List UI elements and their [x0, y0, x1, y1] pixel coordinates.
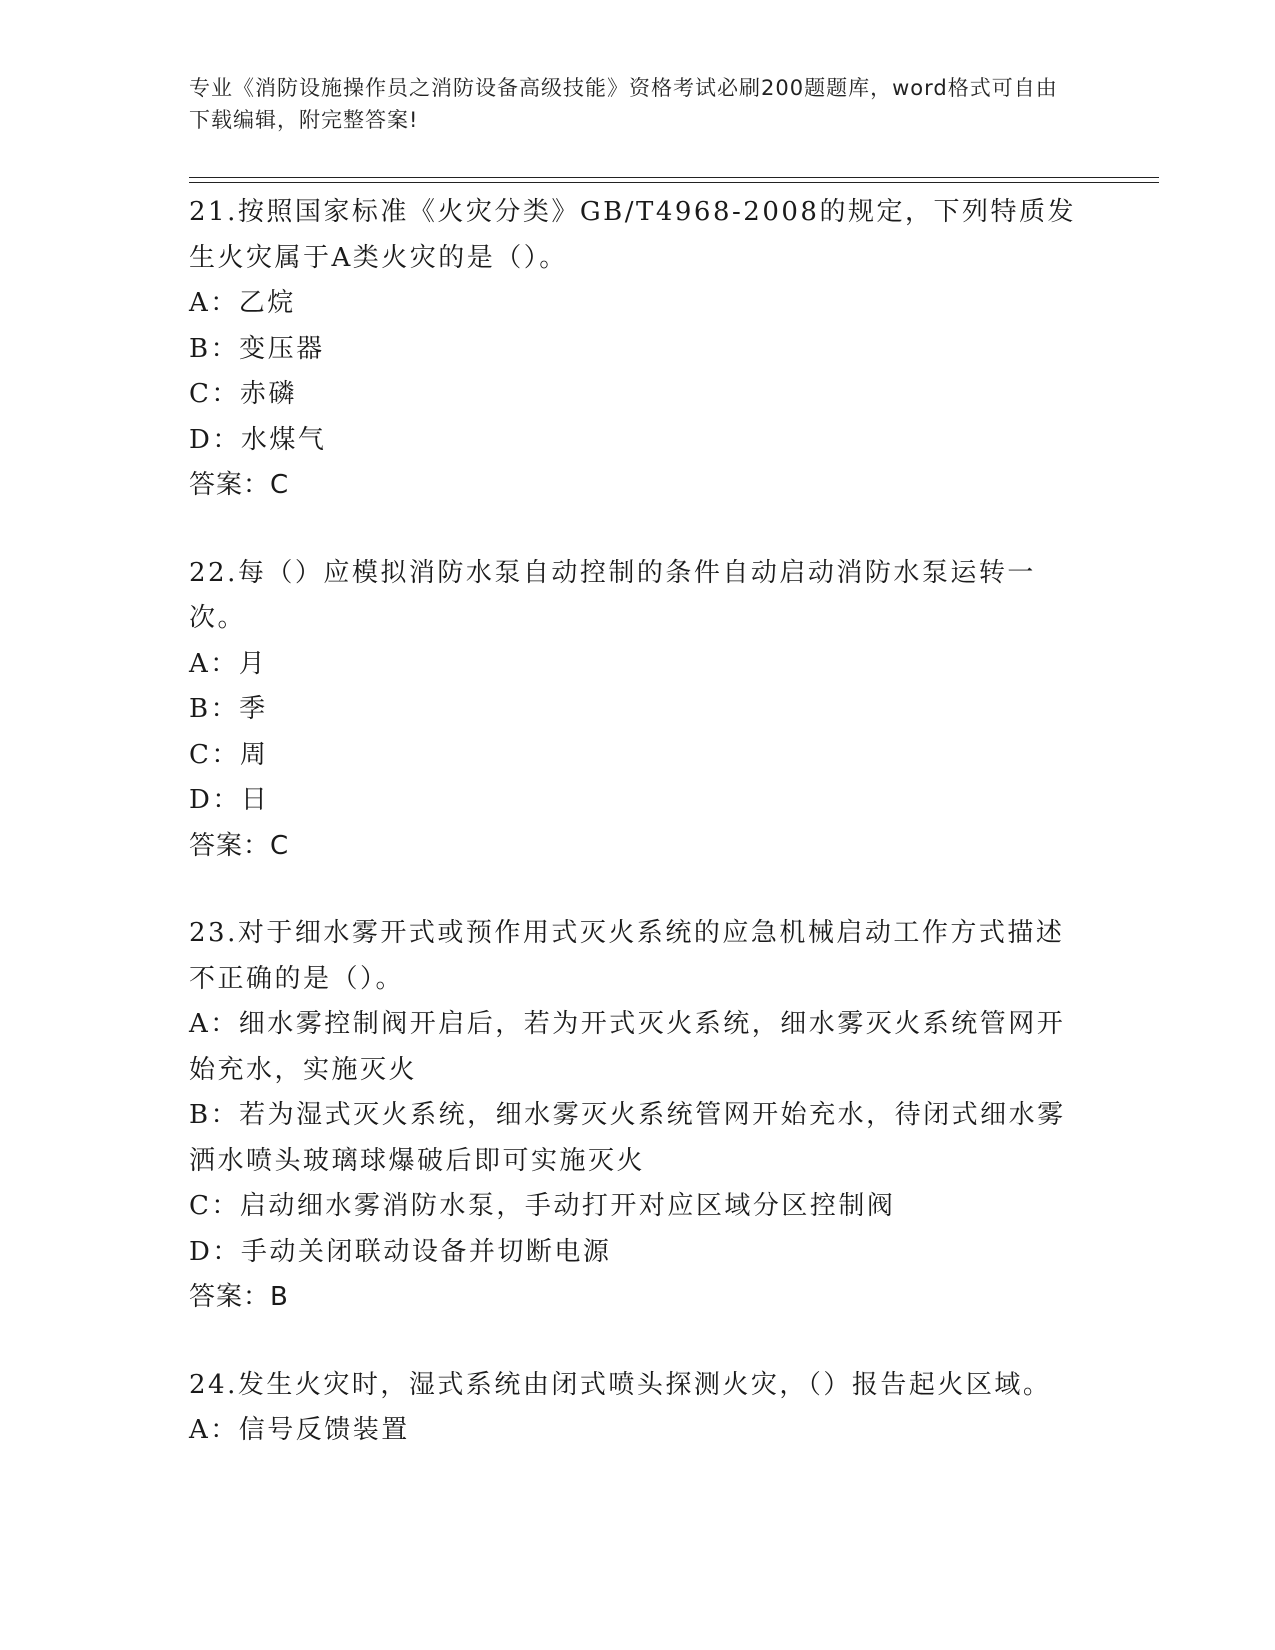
option-d: D：手动关闭联动设备并切断电源 — [189, 1236, 612, 1267]
option-a: A：乙烷 — [189, 288, 296, 318]
question-text: 24.发生火灾时，湿式系统由闭式喷头探测火灾，（）报告起火区域。 — [189, 1369, 1052, 1400]
option-b: B：季 — [189, 694, 268, 724]
option-a: A：月 — [189, 648, 268, 679]
answer: 答案：C — [189, 830, 290, 861]
answer: 答案：C — [189, 470, 290, 500]
question-21 — [189, 190, 1084, 509]
header-divider-top — [189, 177, 1159, 178]
answer: 答案：B — [189, 1282, 289, 1312]
question-24 — [189, 1363, 1084, 1454]
option-c: C：赤磷 — [189, 379, 297, 409]
question-text: 21.按照国家标准《火灾分类》GB/T4968-2008的规定，下列特质发生火灾属于A类火灾的是（）。 — [189, 197, 1076, 273]
question-23 — [189, 911, 1084, 1321]
option-b: B：变压器 — [189, 333, 325, 364]
question-list — [189, 190, 1084, 1496]
option-b: B：若为湿式灭火系统，细水雾灭火系统管网开始充水，待闭式细水雾洒水喷头玻璃球爆破后即可实施灭火 — [189, 1100, 1066, 1176]
document-header: 专业《消防设施操作员之消防设备高级技能》资格考试必刷200题题库，word格式可自由下载编辑，附完整答案! — [189, 76, 1058, 132]
question-22 — [189, 551, 1084, 870]
option-a: A：信号反馈装置 — [189, 1415, 410, 1445]
header-divider-bottom — [189, 182, 1159, 183]
option-d: D：水煤气 — [189, 424, 327, 455]
option-c: C：周 — [189, 739, 269, 770]
option-c: C：启动细水雾消防水泵，手动打开对应区域分区控制阀 — [189, 1191, 896, 1221]
option-a: A：细水雾控制阀开启后，若为开式灭火系统，细水雾灭火系统管网开始充水，实施灭火 — [189, 1009, 1066, 1085]
option-d: D：日 — [189, 785, 270, 815]
question-text: 23.对于细水雾开式或预作用式灭火系统的应急机械启动工作方式描述不正确的是（）。 — [189, 918, 1065, 994]
question-text: 22.每（）应模拟消防水泵自动控制的条件自动启动消防水泵运转一次。 — [189, 557, 1036, 633]
